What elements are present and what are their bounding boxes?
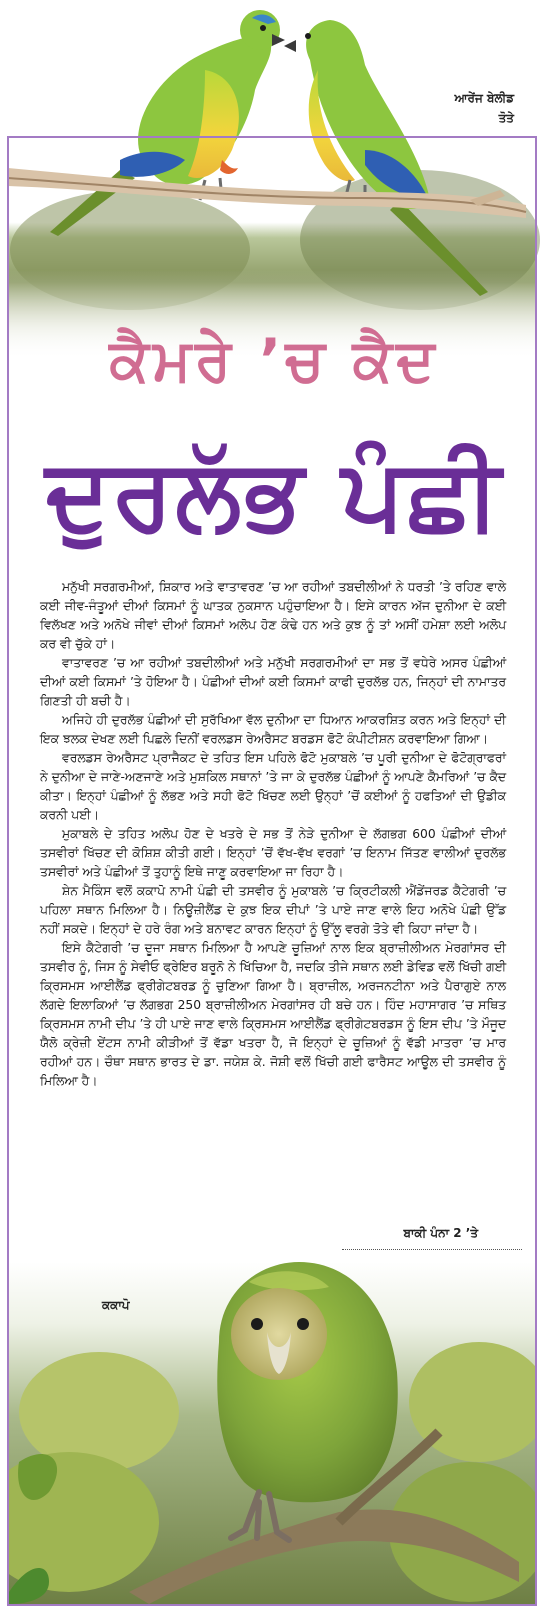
article-paragraph: ਮਨੁੱਖੀ ਸਰਗਰਮੀਆਂ, ਸ਼ਿਕਾਰ ਅਤੇ ਵਾਤਾਵਰਣ ’ਚ ਆ ਰਹੀਆਂ ਤਬਦੀਲੀਆਂ ਨੇ ਧਰਤੀ ’ਤੇ ਰਹਿਣ ਵਾਲੇ ਕਈ ਜੀਵ-ਜੰਤੂਆਂ ਦੀਆਂ ਕਿਸਮਾਂ ਨੂੰ ਘਾਤਕ ਨੁਕਸਾਨ ਪਹੁੰਚਾਇਆ ਹੈ। ਇਸੇ ਕਾਰਨ ਅੱਜ ਦੁਨੀਆ ਦੇ ਕਈ ਵਿਲੱਖਣ ਅਤੇ ਅਨੋਖੇ ਜੀਵਾਂ ਦੀਆਂ ਕਿਸਮਾਂ ਅਲੋਪ ਹੋਣ ਕੰਢੇ ਹਨ ਅਤੇ ਕੁਝ ਨੂੰ ਤਾਂ ਅਸੀਂ ਹਮੇਸ਼ਾ ਲਈ ਅਲੋਪ ਕਰ ਵੀ ਚੁੱਕੇ ਹਾਂ।: [40, 580, 506, 651]
kakapo-illustration: [9, 1262, 535, 1604]
article-paragraph: ਅਜਿਹੇ ਹੀ ਦੁਰਲੱਭ ਪੰਛੀਆਂ ਦੀ ਸੁਰੱਖਿਆ ਵੱਲ ਦੁਨੀਆ ਦਾ ਧਿਆਨ ਆਕਰਸ਼ਿਤ ਕਰਨ ਅਤੇ ਇਨ੍ਹਾਂ ਦੀ ਇਕ ਝਲਕ ਦੇਖਣ ਲਈ ਪਿਛਲੇ ਦਿਨੀਂ ਵਰਲਡਸ ਰੇਅਰੈਸਟ ਬਰਡਸ ਫੋਟੋ ਕੰਪੀਟੀਸ਼ਨ ਕਰਵਾਇਆ ਗਿਆ।: [40, 713, 506, 746]
kakapo-caption: ਕਕਾਪੋ: [102, 1298, 130, 1312]
article-paragraph: ਇਸੇ ਕੈਟੇਗਰੀ ’ਚ ਦੂਜਾ ਸਥਾਨ ਮਿਲਿਆ ਹੈ ਆਪਣੇ ਚੂਜ਼ਿਆਂ ਨਾਲ ਇਕ ਬ੍ਰਾਜ਼ੀਲੀਅਨ ਮੇਰਗਾਂਸਰ ਦੀ ਤਸਵੀਰ ਨੂੰ, ਜਿਸ ਨੂੰ ਸੇਵੀਓ ਫ੍ਰੇਇਰ ਬਰੂਨੋ ਨੇ ਖਿੱਚਿਆ ਹੈ, ਜਦਕਿ ਤੀਜੇ ਸਥਾਨ ਲਈ ਡੇਵਿਡ ਵਲੋਂ ਖਿੱਚੀ ਗਈ ਕ੍ਰਿਸਮਸ ਆਈਲੈਂਡ ਫ੍ਰੀਗੇਟਬਰਡ ਨੂੰ ਚੁਣਿਆ ਗਿਆ ਹੈ। ਬ੍ਰਾਜ਼ੀਲ, ਅਰਜਨਟੀਨਾ ਅਤੇ ਪੈਰਾਗੁਏ ਨਾਲ ਲੱਗਦੇ ਇਲਾਕਿਆਂ ’ਚ ਲੱਗਭਗ 250 ਬ੍ਰਾਜ਼ੀਲੀਅਨ ਮੇਰਗਾਂਸਰ ਹੀ ਬਚੇ ਹਨ। ਹਿੰਦ ਮਹਾਸਾਗਰ ’ਚ ਸਥਿਤ ਕ੍ਰਿਸਮਸ ਨਾਮੀ ਦੀਪ ’ਤੇ ਹੀ ਪਾਏ ਜਾਣ ਵਾਲੇ ਕ੍ਰਿਸਮਸ ਆਈਲੈਂਡ ਫ੍ਰੀਗੇਟਬਰਡਸ ਨੂੰ ਇਸ ਦੀਪ ’ਤੇ ਮੌਜੂਦ ਯੈਲੋ ਕ੍ਰੇਜ਼ੀ ਏਂਟਸ ਨਾਮੀ ਕੀੜੀਆਂ ਤੋਂ ਵੱਡਾ ਖਤਰਾ ਹੈ, ਜੋ ਇਨ੍ਹਾਂ ਦੇ ਚੂਜ਼ਿਆਂ ਨੂੰ ਵੱਡੀ ਮਾਤਰਾ ’ਚ ਮਾਰ ਰਹੀਆਂ ਹਨ। ਚੌਥਾ ਸਥਾਨ ਭਾਰਤ ਦੇ ਡਾ. ਜਯੇਸ਼ ਕੇ. ਜੋਸ਼ੀ ਵਲੋਂ ਖਿੱਚੀ ਗਈ ਫਾਰੈਸਟ ਆਊਲ ਦੀ ਤਸਵੀਰ ਨੂੰ ਮਿਲਿਆ ਹੈ।: [40, 941, 506, 1088]
article-paragraph: ਸ਼ੇਨ ਮੈਕਿੰਸ ਵਲੋਂ ਕਕਾਪੋ ਨਾਮੀ ਪੰਛੀ ਦੀ ਤਸਵੀਰ ਨੂੰ ਮੁਕਾਬਲੇ ’ਚ ਕ੍ਰਿਟੀਕਲੀ ਐਂਡੇਂਜਰਡ ਕੈਟੇਗਰੀ ’ਚ ਪਹਿਲਾ ਸਥਾਨ ਮਿਲਿਆ ਹੈ। ਨਿਊਜ਼ੀਲੈਂਡ ਦੇ ਕੁਝ ਇਕ ਦੀਪਾਂ ’ਤੇ ਪਾਏ ਜਾਣ ਵਾਲੇ ਇਹ ਅਨੋਖੇ ਪੰਛੀ ਉੱਡ ਨਹੀਂ ਸਕਦੇ। ਇਨ੍ਹਾਂ ਦੇ ਹਰੇ ਰੰਗ ਅਤੇ ਬਨਾਵਟ ਕਾਰਨ ਇਨ੍ਹਾਂ ਨੂੰ ਉੱਲੂ ਵਰਗੇ ਤੋਤੇ ਵੀ ਕਿਹਾ ਜਾਂਦਾ ਹੈ।: [40, 884, 506, 936]
headline-line2: ਦੁਰਲੱਭ ਪੰਛੀ: [45, 438, 503, 552]
article-paragraph: ਵਾਤਾਵਰਣ ’ਚ ਆ ਰਹੀਆਂ ਤਬਦੀਲੀਆਂ ਅਤੇ ਮਨੁੱਖੀ ਸਰਗਰਮੀਆਂ ਦਾ ਸਭ ਤੋਂ ਵਧੇਰੇ ਅਸਰ ਪੰਛੀਆਂ ਦੀਆਂ ਕਈ ਕਿਸਮਾਂ ’ਤੇ ਹੋਇਆ ਹੈ। ਪੰਛੀਆਂ ਦੀਆਂ ਕਈ ਕਿਸਮਾਂ ਕਾਫੀ ਦੁਰਲੱਭ ਹਨ, ਜਿਨ੍ਹਾਂ ਦੀ ਨਾਮਾਤਰ ਗਿਣਤੀ ਹੀ ਬਚੀ ਹੈ।: [40, 656, 506, 708]
kakapo-photo: [9, 1262, 535, 1604]
dotted-divider: [342, 1249, 522, 1250]
headline-line1: ਕੈਮਰੇ ’ਚ ਕੈਦ: [109, 326, 439, 394]
continued-note: ਬਾਕੀ ਪੰਨਾ 2 ’ਤੇ: [403, 1226, 478, 1240]
parrots-caption: [454, 88, 514, 128]
parrots-caption-line1: ਆਰੇਂਜ ਬੇਲੀਡ: [454, 91, 514, 105]
article-paragraph: ਵਰਲਡਸ ਰੇਅਰੈਸਟ ਪ੍ਰਾਜੈਕਟ ਦੇ ਤਹਿਤ ਇਸ ਪਹਿਲੇ ਫੋਟੋ ਮੁਕਾਬਲੇ ’ਚ ਪੂਰੀ ਦੁਨੀਆ ਦੇ ਫੋਟੋਗ੍ਰਾਫਰਾਂ ਨੇ ਦੁਨੀਆ ਦੇ ਜਾਣੇ-ਅਣਜਾਣੇ ਅਤੇ ਮੁਸ਼ਕਿਲ ਸਥਾਨਾਂ ’ਤੇ ਜਾ ਕੇ ਦੁਰਲੱਭ ਪੰਛੀਆਂ ਨੂੰ ਆਪਣੇ ਕੈਮਰਿਆਂ ’ਚ ਕੈਦ ਕੀਤਾ। ਇਨ੍ਹਾਂ ਪੰਛੀਆਂ ਨੂੰ ਲੱਭਣ ਅਤੇ ਸਹੀ ਫੋਟੋ ਖਿੱਚਣ ਲਈ ਉਨ੍ਹਾਂ ’ਚੋਂ ਕਈਆਂ ਨੂੰ ਹਫਤਿਆਂ ਦੀ ਉਡੀਕ ਕਰਨੀ ਪਈ।: [40, 751, 506, 822]
article-body: [40, 578, 506, 1091]
parrots-caption-line2: ਤੋਤੇ: [498, 111, 514, 125]
article-paragraph: ਮੁਕਾਬਲੇ ਦੇ ਤਹਿਤ ਅਲੋਪ ਹੋਣ ਦੇ ਖਤਰੇ ਦੇ ਸਭ ਤੋਂ ਨੇੜੇ ਦੁਨੀਆ ਦੇ ਲੱਗਭਗ 600 ਪੰਛੀਆਂ ਦੀਆਂ ਤਸਵੀਰਾਂ ਖਿੱਚਣ ਦੀ ਕੋਸ਼ਿਸ਼ ਕੀਤੀ ਗਈ। ਇਨ੍ਹਾਂ ’ਚੋਂ ਵੱਖ-ਵੱਖ ਵਰਗਾਂ ’ਚ ਇਨਾਮ ਜਿੱਤਣ ਵਾਲੀਆਂ ਦੁਰਲੱਭ ਤਸਵੀਰਾਂ ਅਤੇ ਪੰਛੀਆਂ ਤੋਂ ਤੁਹਾਨੂੰ ਇਥੇ ਜਾਣੂ ਕਰਵਾਇਆ ਜਾ ਰਿਹਾ ਹੈ।: [40, 827, 506, 879]
